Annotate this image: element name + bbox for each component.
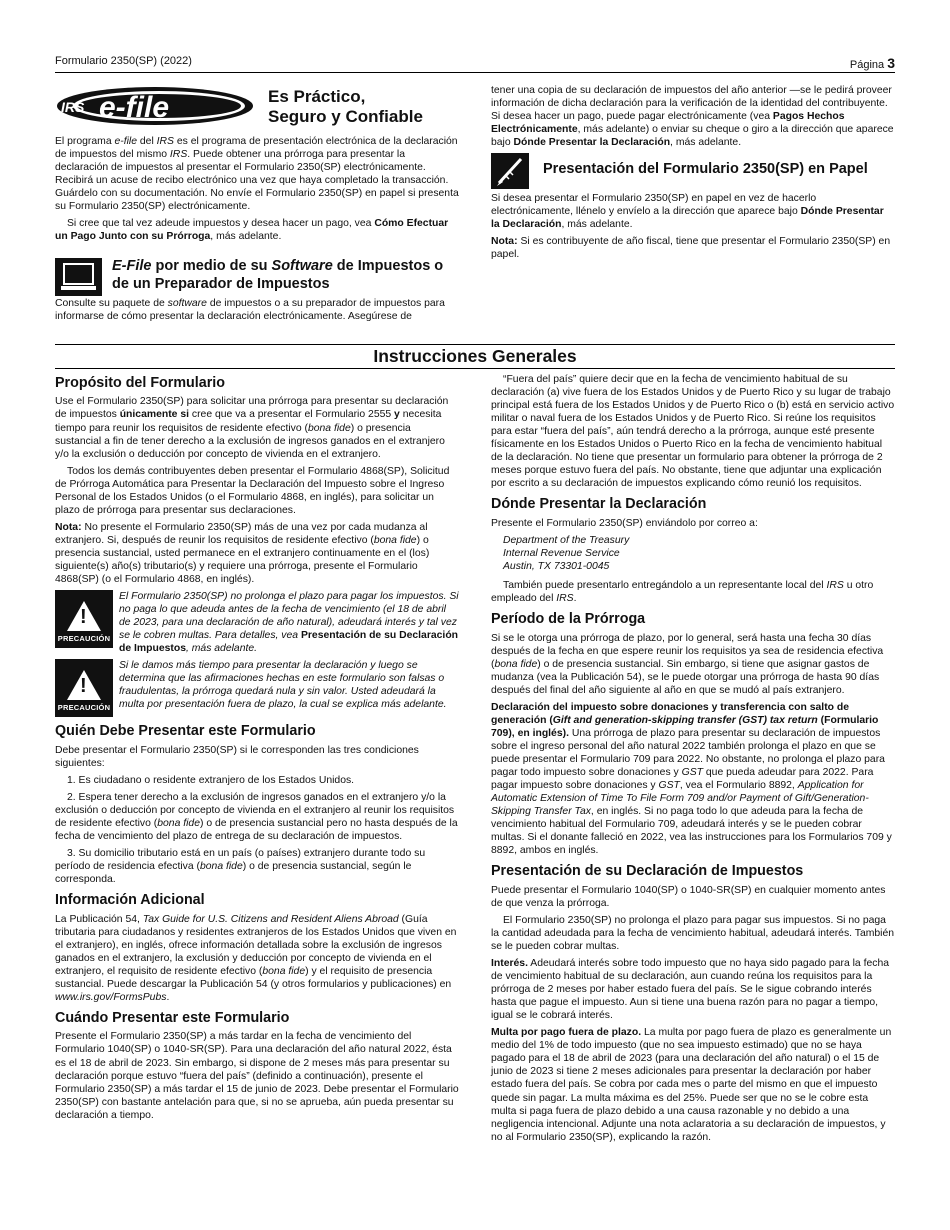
pen-paper-icon	[491, 153, 529, 189]
efile-left-column	[55, 135, 459, 247]
where-paragraph-1: Presente el Formulario 2350(SP) enviándolo por correo a:	[491, 517, 758, 529]
caution-text-1: El Formulario 2350(SP) no prolonga el plazo para pagar los impuestos. Si no paga lo que adeuda antes de la fecha de vencimiento (el 18 de abril de 2023, para una declaración de año natural), adeudará interés y tal vez se le cobren multas. Para detalles, vea Presentación de su Declaración de Impuestos, más adelante.	[119, 591, 459, 655]
paper-heading: Presentación del Formulario 2350(SP) en Papel	[543, 161, 868, 177]
logo-efile-text: e-file	[99, 91, 170, 124]
efile-paragraph-1: El programa e-file del IRS es el programa de presentación electrónica de la declaración de impuestos del mismo IRS. Puede obtener una prórroga para presentar la declaración de impuestos al presentar el Formulario 2350(SP) electrónicamente. Recibirá un acuse de recibo electrónico una vez que haya completado la transacción. Guárdelo con su documentación. No envíe el Formulario 2350(SP) en papel si presenta su Formulario 2350(SP) electrónicamente.	[55, 136, 459, 213]
computer-icon	[55, 258, 102, 296]
logo-irs-text: IRS	[61, 99, 85, 115]
purpose-paragraph-2: Todos los demás contribuyentes deben presentar el Formulario 4868(SP), Solicitud de Prórroga Automática para Presentar la Declaración del Impuesto sobre el Ingreso Personal de los Estados Unidos (o el Formulario 4868, en inglés), para solicitar un plazo de prórroga para presentar sus declaraciones.	[55, 465, 450, 516]
where-paragraph-2: También puede presentarlo entregándolo a un representante local del IRS u otro empleado del IRS.	[491, 580, 874, 605]
list-item: 3. Su domicilio tributario está en un país (o países) extranjero durante todo su período de residencia efectiva (bona fide) o de presencia sustancial, según le corresponda.	[55, 848, 426, 886]
purpose-paragraph-1: Use el Formulario 2350(SP) para solicitar una prórroga para presentar su declaración de impuestos únicamente si cree que va a presentar el Formulario 2555 y necesita tiempo para reunir los requisitos de residente efectivo (bona fide) o presencia sustancial a fin de tener derecho a la exclusión de ingresos ganados en el extranjero y/o la exclusión o deducción por concepto de vivienda en el extranjero.	[55, 396, 449, 460]
who-heading: Quién Debe Presentar este Formulario	[55, 723, 316, 740]
mailing-address: Department of the Treasury Internal Revenue Service Austin, TX 73301-0045	[503, 534, 630, 572]
form-label: Formulario 2350(SP) (2022)	[55, 55, 192, 67]
software-paragraph: Consulte su paquete de software de impuestos o a su preparador de impuestos para informarse de cómo presentar la declaración electrónicamente. Asegúrese de	[55, 298, 445, 323]
caution-box-2	[55, 659, 459, 717]
efile-title	[268, 87, 468, 128]
efile-logo-icon	[55, 86, 255, 126]
paper-section	[491, 192, 895, 265]
caution-text-2: Si le damos más tiempo para presentar la declaración y luego se determina que las afirmaciones hechas en este formulario son falsas o fraudulentas, la prórroga quedará nula y sin valor. Usted adeudará la multa por presentación fuera de plazo, la cual se explica más adelante.	[119, 660, 447, 711]
who-list	[55, 774, 459, 787]
where-heading: Dónde Presentar la Declaración	[491, 496, 707, 513]
list-item: 2. Espera tener derecho a la exclusión de ingresos ganados en el extranjero y/o la exclusión o deducción por concepto de vivienda en el extranjero al reunir los requisitos de residente efectivo (bona fide) o de presencia sustancial pero no hasta después de la fecha de vencimiento del plazo de entrega de su declaración de impuestos.	[55, 791, 458, 843]
interest-paragraph: Interés. Adeudará interés sobre todo impuesto que no haya sido pagado para la fecha de vencimiento habitual de su declaración, aun cuando reúna los requisitos para la prórroga de 2 meses por haber estado fuera del país. Se le sigue cobrando interés hasta que pague el impuesto. Aun si tiene una buena razón para no pagar a tiempo, igual se le cobrará interés.	[491, 958, 890, 1022]
period-heading: Período de la Prórroga	[491, 611, 646, 628]
period-paragraph-2: Declaración del impuesto sobre donaciones y transferencia con salto de generación (Gift and generation-skipping transfer (GST) tax return (Formulario 709), en inglés). Una prórroga de plazo para presentar su declaración de impuestos sobre el ingreso personal del año natural 2022 también prolonga el plazo en que se puede presentar el Formulario 709 para 2022. No obstante, no prolonga el plazo para pagar todo impuesto sobre donaciones y GST que pueda adeudar para 2022. Para pagar impuesto sobre donaciones y GST, vea el Formulario 8892, Application for Automatic Extension of Time To File Form 709 and/or Payment of Gift/Generation-Skipping Transfer Tax, en inglés. Si no paga todo lo que adeuda para la fecha de vencimiento habitual del Formulario 709, adeudará interés y se le pueden cobrar multas. Si el donante falleció en 2022, vea las instrucciones para los Formularios 709 y 8892, ambos en inglés.	[491, 701, 892, 857]
purpose-heading: Propósito del Formulario	[55, 375, 225, 391]
info-paragraph: La Publicación 54, Tax Guide for U.S. Citizens and Resident Aliens Abroad (Guía tributaria para ciudadanos y residentes extranjeros de los Estados Unidos que viven en el extranjero), en inglés, ofrece información detallada sobre la exclusión de ingresos ganados en el extranjero, la exclusión y deducción por concepto de vivienda en el extranjero, el requisito de residente efectivo (bona fide) y el requisito de presencia sustancial. Puede descargar la Publicación 54 (y otros formularios y publicaciones) en www.irs.gov/FormsPubs.	[55, 913, 457, 1003]
page-indicator	[850, 55, 895, 73]
left-column	[55, 369, 459, 1126]
header-rule	[55, 72, 895, 73]
caution-box-1	[55, 590, 459, 655]
filing-paragraph-2: El Formulario 2350(SP) no prolonga el plazo para pagar sus impuestos. Si no paga la cantidad adeudada para la fecha de vencimiento habitual, adeudará interés. También se le pueden cobrar multas.	[491, 914, 895, 952]
paper-note: Nota: Si es contribuyente de año fiscal, tiene que presentar el Formulario 2350(SP) en papel.	[491, 236, 891, 261]
efile-right-column	[491, 84, 895, 153]
who-intro: Debe presentar el Formulario 2350(SP) si le corresponden las tres condiciones siguientes:	[55, 744, 419, 769]
filing-paragraph-1: Puede presentar el Formulario 1040(SP) o 1040-SR(SP) en cualquier momento antes de que venza la prórroga.	[491, 884, 886, 909]
purpose-note: Nota: No presente el Formulario 2350(SP) más de una vez por cada mudanza al extranjero. Si, después de reunir los requisitos de residente efectivo (bona fide) o presencia sustancial, usted permanece en el extranjero continuamente en el (los) siguiente(s) año(s) tributario(s) y requiere una prórroga, presente el Formulario 4868(SP) (o el Formulario 4868, en inglés).	[55, 521, 430, 586]
period-paragraph-1: Si se le otorga una prórroga de plazo, por lo general, será hasta una fecha 30 días después de la fecha en que espere reunir los requisitos ya sea de residencia efectiva (bona fide) o de presencia sustancial. Sin embargo, si tiene que asignar gastos de mudanza (vea la Publicación 54), se le puede otorgar una prórroga de hasta 90 días después del final del año siguiente al año en que se mudó al país extranjero.	[491, 632, 884, 696]
page-number: 3	[887, 55, 895, 71]
outside-paragraph: “Fuera del país” quiere decir que en la fecha de vencimiento habitual de su declaración (a) vive fuera de los Estados Unidos y de Puerto Rico y su lugar de trabajo principal está fuera de los Estados Unidos y de Puerto Rico o (b) está en servicio activo militar o naval fuera de los Estados Unidos y de Puerto Rico. Si reúne los requisitos para estar “fuera del país”, aún tendrá derecho a la prórroga, aunque esté presente físicamente en los Estados Unidos o Puerto Rico en la fecha de vencimiento habitual de la declaración. No tiene que presentar un formulario para obtener la prórroga de 2 meses porque estuvo fuera del país. No obstante, tiene que adjuntar una explicación por escrito a su declaración de impuestos explicando cómo reunió los requisitos.	[491, 374, 895, 490]
efile-paragraph-2: Si cree que tal vez adeude impuestos y desea hacer un pago, vea Cómo Efectuar un Pago Junto con su Prórroga, más adelante.	[55, 218, 449, 243]
efile-title-line1: Es Práctico,	[268, 87, 366, 106]
right-column	[491, 373, 895, 1148]
efile-title-line2: Seguro y Confiable	[268, 107, 423, 127]
general-rule	[55, 344, 895, 345]
efile-paragraph-4: tener una copia de su declaración de impuestos del año anterior —se le pedirá proveer información de dicha declaración para la verificación de la identidad del contribuyente. Si desea hacer un pago, puede pagar electrónicamente (vea Pagos Hechos Electrónicamente, más adelante) o enviar su cheque o giro a la dirección que aparece bajo Dónde Presentar la Declaración, más adelante.	[491, 85, 894, 149]
when-heading: Cuándo Presentar este Formulario	[55, 1010, 290, 1026]
software-heading: E-File por medio de su Software de Impuestos o de un Preparador de Impuestos	[112, 258, 444, 293]
info-heading: Información Adicional	[55, 892, 205, 909]
list-item: 1. Es ciudadano o residente extranjero de los Estados Unidos.	[67, 774, 355, 786]
filing-heading: Presentación de su Declaración de Impuestos	[491, 863, 804, 880]
paper-paragraph: Si desea presentar el Formulario 2350(SP) en papel en vez de hacerlo electrónicamente, llénelo y envíelo a la dirección que aparece bajo Dónde Presentar la Declaración, más adelante.	[491, 193, 884, 231]
when-paragraph: Presente el Formulario 2350(SP) a más tardar en la fecha de vencimiento del Formulario 1040(SP) o 1040-SR(SP). Para una declaración del año natural 2022, ésta es el 18 de abril de 2023. Sin embargo, si dispone de 2 meses más para presentar su declaración porque estuvo “fuera del país” (definido a continuación), presente el Formulario 2350(SP) a más tardar el 15 de junio de 2023. Debe presentar el Formulario 2350(SP) con bastante antelación para que, si no se aprueba, aún pueda presentar su declaración a tiempo.	[55, 1031, 459, 1121]
irs-efile-logo	[55, 86, 255, 126]
penalty-paragraph: Multa por pago fuera de plazo. La multa por pago fuera de plazo es generalmente un medio del 1% de todo impuesto (que no sea impuesto estimado) que no se haya pagado para el 18 de abril de 2023 (para una declaración del año natural) o el 15 de junio de 2023 si tiene 2 meses adicionales para presentar la declaración por haber estado fuera del país. Se cobra por cada mes o parte del mismo en que el impuesto quede sin pagar. La multa máxima es del 25%. Puede ser que no se le cobre esta multa si paga fuera de plazo debido a una causa razonable y no debido a una negligencia intencional. Adjunte una nota aclaratoria a su declaración de impuestos, y no al Formulario 2350(SP), explicando la razón.	[491, 1027, 892, 1143]
general-instructions-title: Instrucciones Generales	[373, 346, 577, 366]
caution-icon: ! PRECAUCIÓN	[55, 590, 113, 648]
page-label: Página	[849, 59, 885, 71]
caution-icon: ! PRECAUCIÓN	[55, 659, 113, 717]
